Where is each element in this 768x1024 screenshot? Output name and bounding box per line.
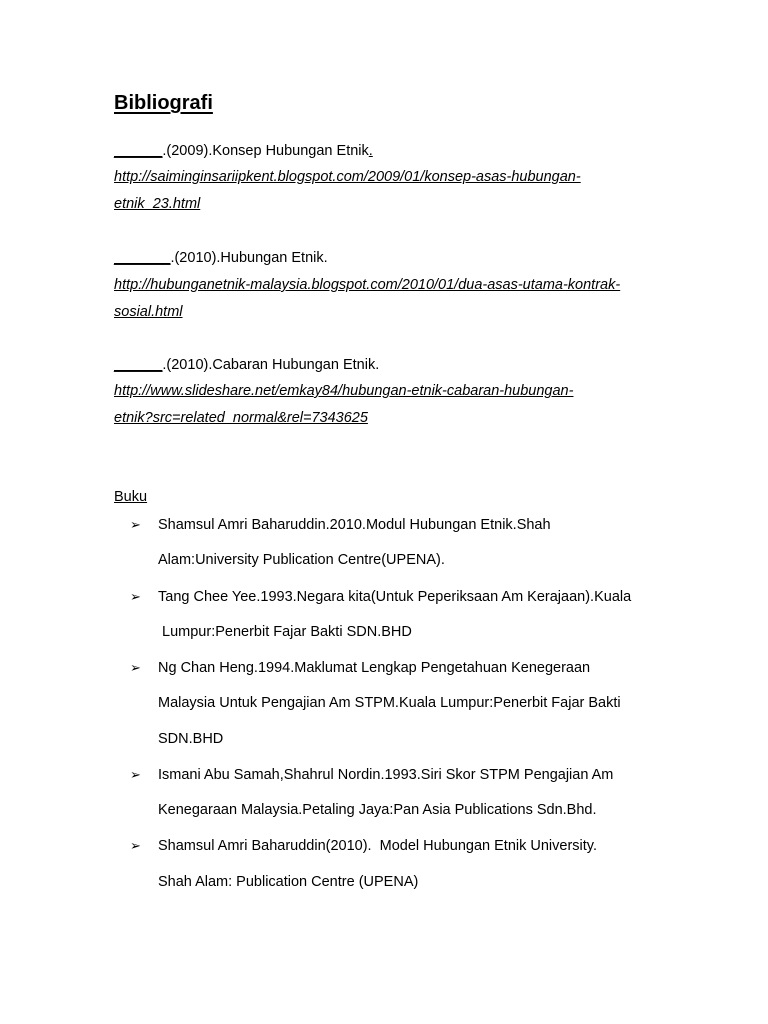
web-ref-2-url-line2[interactable]: sosial.html [114,304,183,320]
arrowhead-bullet-icon: ➢ [130,517,141,532]
citation-trail: . [368,143,373,159]
citation-text: .(2010).Cabaran Hubungan Etnik. [162,357,380,373]
arrowhead-bullet-icon: ➢ [130,838,141,853]
book-1-line2: Alam:University Publication Centre(UPENA). [158,552,445,568]
page-title: Bibliografi [114,92,213,114]
book-4-line2: Kenegaraan Malaysia.Petaling Jaya:Pan Asia Publications Sdn.Bhd. [158,802,597,818]
citation-text: .(2010).Hubungan Etnik. [170,250,328,266]
book-3-line3: SDN.BHD [158,731,224,747]
arrowhead-bullet-icon: ➢ [130,589,141,604]
web-ref-3-citation [114,356,379,374]
citation-text: .(2009).Konsep Hubungan Etnik [162,143,369,159]
author-blank: ______ [114,143,163,159]
arrowhead-bullet-icon: ➢ [130,660,141,675]
author-blank: _______ [114,250,171,266]
book-4-line1: Ismani Abu Samah,Shahrul Nordin.1993.Siri Skor STPM Pengajian Am [158,767,614,783]
book-2-line2: Lumpur:Penerbit Fajar Bakti SDN.BHD [158,624,412,640]
books-section-label: Buku [114,489,148,505]
book-3-line1: Ng Chan Heng.1994.Maklumat Lengkap Pengetahuan Kenegeraan [158,660,591,676]
web-ref-2-url-line1[interactable]: http://hubunganetnik-malaysia.blogspot.com/2010/01/dua-asas-utama-kontrak- [114,277,621,293]
arrowhead-bullet-icon: ➢ [130,767,141,782]
web-ref-2-citation [114,249,328,267]
web-ref-1-citation [114,142,373,160]
web-ref-1-url-line1[interactable]: http://saiminginsariipkent.blogspot.com/2009/01/konsep-asas-hubungan- [114,169,581,185]
book-3-line2: Malaysia Untuk Pengajian Am STPM.Kuala Lumpur:Penerbit Fajar Bakti [158,695,621,711]
web-ref-3-url-line2[interactable]: etnik?src=related_normal&rel=7343625 [114,410,368,426]
web-ref-1-url-line2[interactable]: etnik_23.html [114,196,201,212]
author-blank: ______ [114,357,163,373]
book-2-line1: Tang Chee Yee.1993.Negara kita(Untuk Peperiksaan Am Kerajaan).Kuala [158,589,632,605]
book-1-line1: Shamsul Amri Baharuddin.2010.Modul Hubungan Etnik.Shah [158,517,551,533]
book-5-line1: Shamsul Amri Baharuddin(2010). Model Hubungan Etnik University. [158,838,597,854]
book-5-line2: Shah Alam: Publication Centre (UPENA) [158,874,419,890]
web-ref-3-url-line1[interactable]: http://www.slideshare.net/emkay84/hubungan-etnik-cabaran-hubungan- [114,383,574,399]
